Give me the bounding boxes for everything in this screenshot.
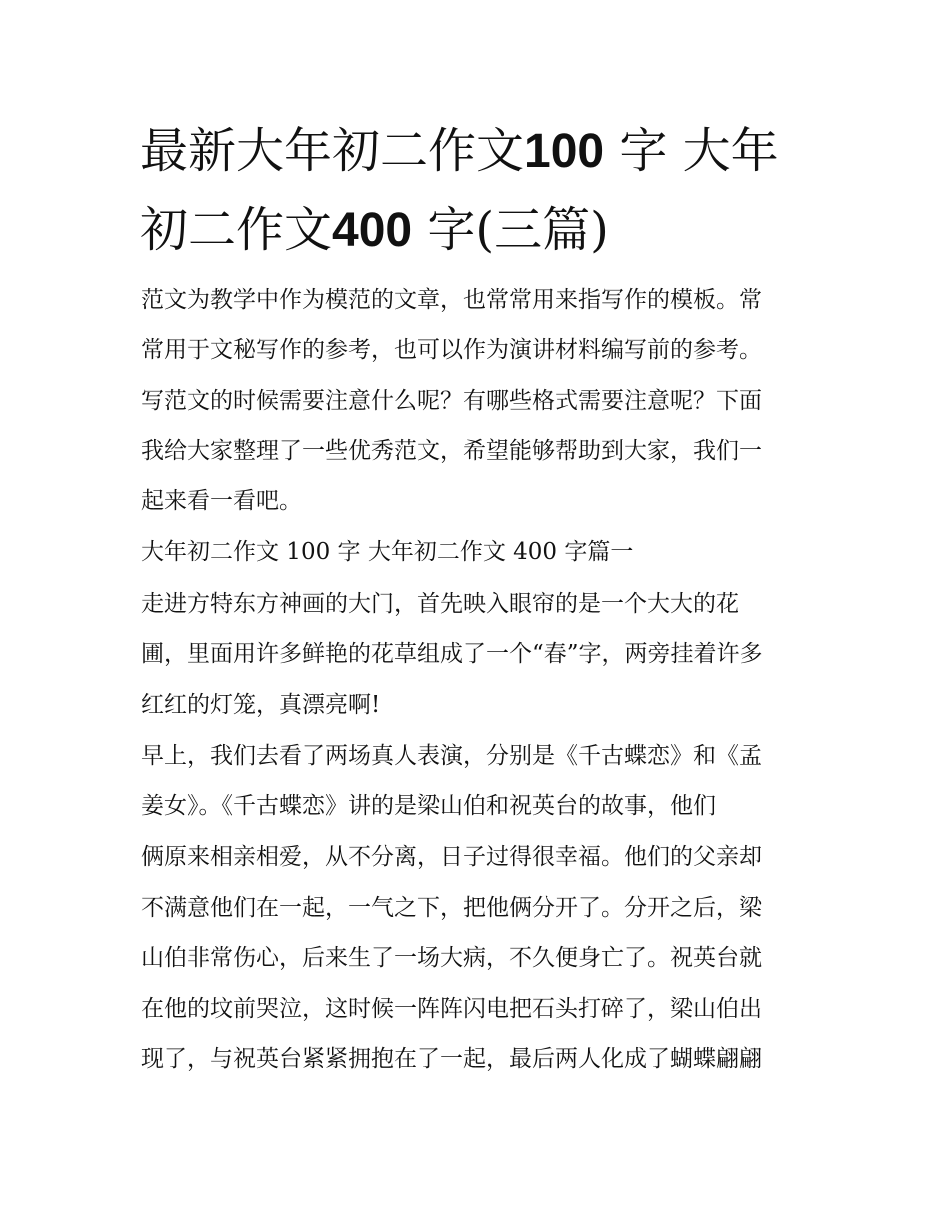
body-line: 不满意他们在一起，一气之下，把他俩分开了。分开之后，梁 [141,895,762,921]
body-line: 现了，与祝英台紧紧拥抱在了一起，最后两人化成了蝴蝶翩翩 [141,1046,762,1072]
body-line: 在他的坟前哭泣，这时候一阵阵闪电把石头打碎了，梁山伯出 [141,996,762,1022]
title-line-2 [140,191,820,270]
body-line: 我给大家整理了一些优秀范文，希望能够帮助到大家，我们一 [141,438,762,464]
body-line: 山伯非常伤心，后来生了一场大病，不久便身亡了。祝英台就 [141,945,762,971]
document-title [140,112,820,270]
body-line: 圃，里面用许多鲜艳的花草组成了一个“春”字，两旁挂着许多 [141,641,763,667]
body-line: 姜女》。《千古蝶恋》讲的是梁山伯和祝英台的故事，他们 [141,793,716,819]
body-line: 起来看一看吧。 [141,488,302,514]
title-line-1 [140,112,820,191]
title-text: 字(三篇) [412,202,609,258]
body-line: 俩原来相亲相爱，从不分离，日子过得很幸福。他们的父亲却 [141,844,762,870]
title-number: 400 [332,204,413,257]
body-line: 范文为教学中作为模范的文章，也常常用来指写作的模板。常 [141,287,762,313]
body-line: 走进方特东方神画的大门，首先映入眼帘的是一个大大的花 [141,591,739,617]
title-text: 字 大年 [604,123,779,179]
body-line: 常用于文秘写作的参考，也可以作为演讲材料编写前的参考。 [141,337,762,363]
title-text: 最新大年初二作文 [140,123,525,179]
section-heading: 大年初二作文 100 字 大年初二作文 400 字篇一 [141,539,634,565]
body-line: 早上，我们去看了两场真人表演，分别是《千古蝶恋》和《孟 [141,743,762,769]
body-line: 写范文的时候需要注意什么呢？有哪些格式需要注意呢？下面 [141,388,762,414]
title-text: 初二作文 [140,202,333,258]
body-line: 红红的灯笼，真漂亮啊! [141,692,381,718]
title-number: 100 [524,125,605,178]
